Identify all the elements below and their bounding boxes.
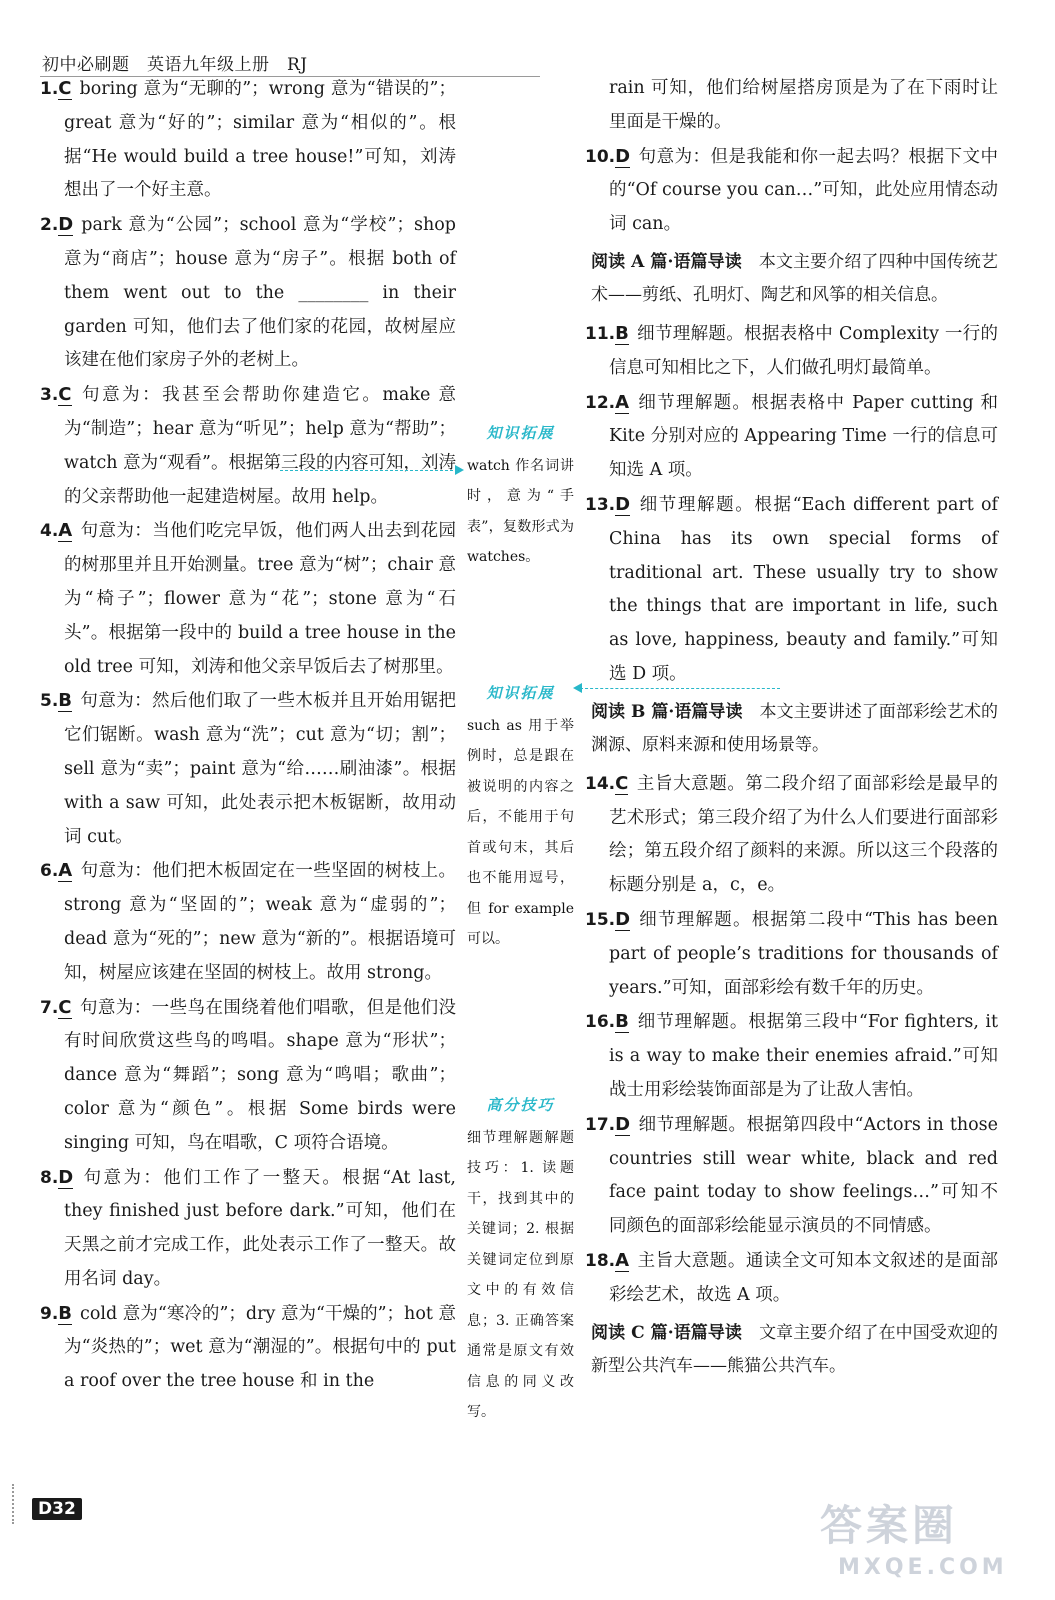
guide-tag: 阅读 C 篇·语篇导读 xyxy=(591,1322,742,1343)
left-column xyxy=(40,72,456,1399)
answer-item-18: 18.A 主旨大意题。通读全文可知本文叙述的是面部彩绘艺术，故选 A 项。 xyxy=(585,1249,998,1305)
guide-tag: 阅读 A 篇·语篇导读 xyxy=(591,251,742,272)
guide-text: 本文主要介绍了四种中国传统艺术——剪纸、孔明灯、陶艺和风筝的相关信息。 xyxy=(591,251,999,306)
explanation: 句意为：但是我能和你一起去吗？根据下文中的“Of course you can…”可知，此处应用情态动词 can。 xyxy=(609,146,998,235)
note-title: 高分技巧 xyxy=(486,1096,555,1114)
explanation: 细节理解题。根据表格中 Paper cutting 和 Kite 分别对应的 Appearing Time 一行的信息可知选 A 项。 xyxy=(609,392,998,481)
answer-item-15: 15.D 细节理解题。根据第二段中“This has been part of people’s traditions for thousands of years.”可知，面部彩绘有数千年的历史。 xyxy=(585,908,998,998)
answer-letter: D xyxy=(615,145,631,167)
explanation: 句意为：一些鸟在围绕着他们唱歌，但是他们没有时间欣赏这些鸟的鸣唱。shape 意为“形状”；dance 意为“舞蹈”；song 意为“鸣唱；歌曲”；color 意为“颜色”。根据 Some birds were singing 可知，鸟在唱歌，C 项符合语境。 xyxy=(64,997,456,1153)
note-title: 知识拓展 xyxy=(486,684,555,702)
note-text: watch 作名词讲时，意为“手表”，复数形式为 watches。 xyxy=(467,457,574,565)
answer-letter: D xyxy=(615,908,631,930)
answer-letter: C xyxy=(58,996,72,1018)
note-text: such as 用于举例时，总是跟在被说明的内容之后，不能用于句首或句末，其后也不能用逗号，但 for example 可以。 xyxy=(467,717,574,947)
answer-letter: D xyxy=(615,493,631,515)
answer-letter: D xyxy=(58,1166,74,1188)
answer-item-12: 12.A 细节理解题。根据表格中 Paper cutting 和 Kite 分别对应的 Appearing Time 一行的信息可知选 A 项。 xyxy=(585,391,998,481)
answer-item-5: 5.B 句意为：然后他们取了一些木板并且开始用锯把它们锯断。wash 意为“洗”；cut 意为“切；割”；sell 意为“卖”；paint 意为“给……刷油漆”。根据 with a saw 可知，此处表示把木板锯断，故用动词 cut。 xyxy=(40,690,456,847)
answer-letter: B xyxy=(615,1011,629,1033)
guide-text: 本文主要讲述了面部彩绘艺术的渊源、原料来源和使用场景等。 xyxy=(591,701,999,756)
note-title: 知识拓展 xyxy=(486,424,555,442)
explanation: cold 意为“寒冷的”；dry 意为“干燥的”；hot 意为“炎热的”；wet 意为“潮湿的”。根据句中的 put a roof over the tree house 和 in the xyxy=(64,1303,456,1392)
explanation: park 意为“公园”；school 意为“学校”；shop 意为“商店”；house 意为“房子”。根据 both of them went out to the ________ in their garden 可知，他们去了他们家的花园，故树屋应该建在他们家房子外的老树上。 xyxy=(64,215,456,371)
reading-guide-a xyxy=(591,246,998,313)
explanation: 主旨大意题。第二段介绍了面部彩绘是最早的艺术形式；第三段介绍了为什么人们要进行面部彩绘；第五段介绍了颜料的来源。所以这三个段落的标题分别是 a，c，e。 xyxy=(609,773,998,896)
page-margin-dots xyxy=(12,1484,30,1524)
explanation: 主旨大意题。通读全文可知本文叙述的是面部彩绘艺术，故选 A 项。 xyxy=(609,1250,998,1305)
explanation: 细节理解题。根据第二段中“This has been part of people’s traditions for thousands of years.”可知，面部彩绘有数千年的历史。 xyxy=(609,909,998,998)
answer-item-11: 11.B 细节理解题。根据表格中 Complexity 一行的信息可知相比之下，人们做孔明灯最简单。 xyxy=(585,322,998,378)
answer-item-9-continued: rain 可知，他们给树屋搭房顶是为了在下雨时让里面是干燥的。 xyxy=(609,78,998,132)
sidebar-note-3 xyxy=(467,1090,574,1428)
site-watermark xyxy=(820,1498,1035,1593)
explanation: 句意为：我甚至会帮助你建造它。make 意为“制造”；hear 意为“听见”；help 意为“帮助”；watch 意为“观看”。根据第三段的内容可知，刘涛的父亲帮助他一起建造树屋。故用 help。 xyxy=(64,385,456,507)
answer-letter: A xyxy=(615,1249,630,1271)
explanation: 句意为：然后他们取了一些木板并且开始用锯把它们锯断。wash 意为“洗”；cut 意为“切；割”；sell 意为“卖”；paint 意为“给……刷油漆”。根据 with a saw 可知，此处表示把木板锯断，故用动词 cut。 xyxy=(64,691,456,847)
answer-letter: C xyxy=(58,384,72,406)
note-text: 细节理解题解题技巧：1. 读题干，找到其中的关键词；2. 根据关键词定位到原文中的有效信息；3. 正确答案通常是原文有效信息的同义改写。 xyxy=(467,1129,574,1420)
watermark-logo-text: 答案圈 xyxy=(820,1501,959,1550)
answer-item-16: 16.B 细节理解题。根据第三段中“For fighters, it is a way to make their enemies afraid.”可知战士用彩绘装饰面部是为了让敌人害怕。 xyxy=(585,1011,998,1100)
watermark-url: MXQE.COM xyxy=(838,1555,1008,1580)
answer-item-7: 7.C 句意为：一些鸟在围绕着他们唱歌，但是他们没有时间欣赏这些鸟的鸣唱。shape 意为“形状”；dance 意为“舞蹈”；song 意为“鸣唱；歌曲”；color 意为“颜色”。根据 Some birds were singing 可知，鸟在唱歌，C 项符合语境。 xyxy=(40,996,456,1153)
explanation: boring 意为“无聊的”；wrong 意为“错误的”；great 意为“好的”；similar 意为“相似的”。根据“He would build a tree house!”可知，刘涛想出了一个好主意。 xyxy=(64,79,456,201)
answer-item-4: 4.A 句意为：当他们吃完早饭，他们两人出去到花园的树那里并且开始测量。tree 意为“树”；chair 意为“椅子”；flower 意为“花”；stone 意为“石头”。根据第一段中的 build a tree house in the old tree 可知，刘涛和他父亲早饭后去了树那里。 xyxy=(40,520,456,677)
note-pointer-line xyxy=(280,470,458,471)
answer-letter: A xyxy=(58,860,73,882)
guide-text: 文章主要介绍了在中国受欢迎的新型公共汽车——熊猫公共汽车。 xyxy=(591,1322,999,1376)
answer-item-8: 8.D 句意为：他们工作了一整天。根据“At last, they finished just before dark.”可知，他们在天黑之前才完成工作，此处表示工作了一整天。故用名词 day。 xyxy=(40,1166,456,1289)
explanation: 句意为：他们把木板固定在一些坚固的树枝上。strong 意为“坚固的”；weak 意为“虚弱的”；dead 意为“死的”；new 意为“新的”。根据语境可知，树屋应该建在坚固的树枝上。故用 strong。 xyxy=(64,861,456,983)
explanation: 细节理解题。根据“Each different part of China has its own special forms of traditional art. These usually try to show the things that are important in life, such as love, happiness, beauty and family.”可知选 D 项。 xyxy=(609,494,998,684)
answer-item-2: 2.D park 意为“公园”；school 意为“学校”；shop 意为“商店”；house 意为“房子”。根据 both of them went out to the ________ in their garden 可知，他们去了他们家的花园，故树屋应该建在他们家房子外的老树上。 xyxy=(40,214,456,371)
explanation: 句意为：他们工作了一整天。根据“At last, they finished just before dark.”可知，他们在天黑之前才完成工作，此处表示工作了一整天。故用名词 day。 xyxy=(64,1167,456,1289)
answer-item-13: 13.D 细节理解题。根据“Each different part of China has its own special forms of traditional art. These usually try to show the things that are important in life, such as love, happiness, beauty and family.”可知选 D 项。 xyxy=(585,493,998,684)
note-pointer-arrow xyxy=(455,465,464,475)
explanation: 细节理解题。根据表格中 Complexity 一行的信息可知相比之下，人们做孔明灯最简单。 xyxy=(609,323,998,378)
sidebar-note-1 xyxy=(467,418,574,573)
page-number: D32 xyxy=(32,1498,82,1520)
reading-guide-b xyxy=(591,696,998,763)
explanation: 句意为：当他们吃完早饭，他们两人出去到花园的树那里并且开始测量。tree 意为“树”；chair 意为“椅子”；flower 意为“花”；stone 意为“石头”。根据第一段中的 build a tree house in the old tree 可知，刘涛和他父亲早饭后去了树那里。 xyxy=(64,521,456,677)
explanation: 细节理解题。根据第四段中“Actors in those countries still wear white, black and red face paint today to show feelings…”可知不同颜色的面部彩绘能显示演员的不同情感。 xyxy=(609,1114,998,1237)
sidebar-note-2 xyxy=(467,678,574,955)
reading-guide-c xyxy=(591,1317,998,1384)
answer-item-3: 3.C 句意为：我甚至会帮助你建造它。make 意为“制造”；hear 意为“听见”；help 意为“帮助”；watch 意为“观看”。根据第三段的内容可知，刘涛的父亲帮助他一起建造树屋。故用 help。 xyxy=(40,384,456,507)
answer-item-6: 6.A 句意为：他们把木板固定在一些坚固的树枝上。strong 意为“坚固的”；weak 意为“虚弱的”；dead 意为“死的”；new 意为“新的”。根据语境可知，树屋应该建在坚固的树枝上。故用 strong。 xyxy=(40,860,456,983)
answer-letter: A xyxy=(58,520,73,542)
answer-letter: A xyxy=(615,391,630,413)
explanation: 细节理解题。根据第三段中“For fighters, it is a way to make their enemies afraid.”可知战士用彩绘装饰面部是为了让敌人害怕。 xyxy=(609,1012,998,1100)
answer-item-14: 14.C 主旨大意题。第二段介绍了面部彩绘是最早的艺术形式；第三段介绍了为什么人们要进行面部彩绘；第五段介绍了颜料的来源。所以这三个段落的标题分别是 a，c，e。 xyxy=(585,772,998,896)
answer-letter: D xyxy=(58,214,74,236)
answer-letter: B xyxy=(58,690,73,712)
answer-letter: C xyxy=(615,772,629,794)
guide-tag: 阅读 B 篇·语篇导读 xyxy=(591,701,743,722)
right-column xyxy=(585,72,998,1388)
answer-letter: C xyxy=(58,78,72,99)
page-header: 初中必刷题 英语九年级上册 RJ xyxy=(42,55,308,75)
answer-item-1: 1.C boring 意为“无聊的”；wrong 意为“错误的”；great 意为“好的”；similar 意为“相似的”。根据“He would build a tree house!”可知，刘涛想出了一个好主意。 xyxy=(40,78,456,201)
note-pointer-arrow xyxy=(573,683,582,693)
answer-item-10: 10.D 句意为：但是我能和你一起去吗？根据下文中的“Of course you can…”可知，此处应用情态动词 can。 xyxy=(585,145,998,235)
answer-letter: B xyxy=(58,1302,73,1324)
answer-letter: B xyxy=(615,322,629,344)
answer-letter: D xyxy=(615,1113,631,1135)
answer-item-9: 9.B cold 意为“寒冷的”；dry 意为“干燥的”；hot 意为“炎热的”；wet 意为“潮湿的”。根据句中的 put a roof over the tree house 和 in the xyxy=(40,1302,456,1392)
answer-item-17: 17.D 细节理解题。根据第四段中“Actors in those countries still wear white, black and red face paint today to show feelings…”可知不同颜色的面部彩绘能显示演员的不同情感。 xyxy=(585,1113,998,1237)
